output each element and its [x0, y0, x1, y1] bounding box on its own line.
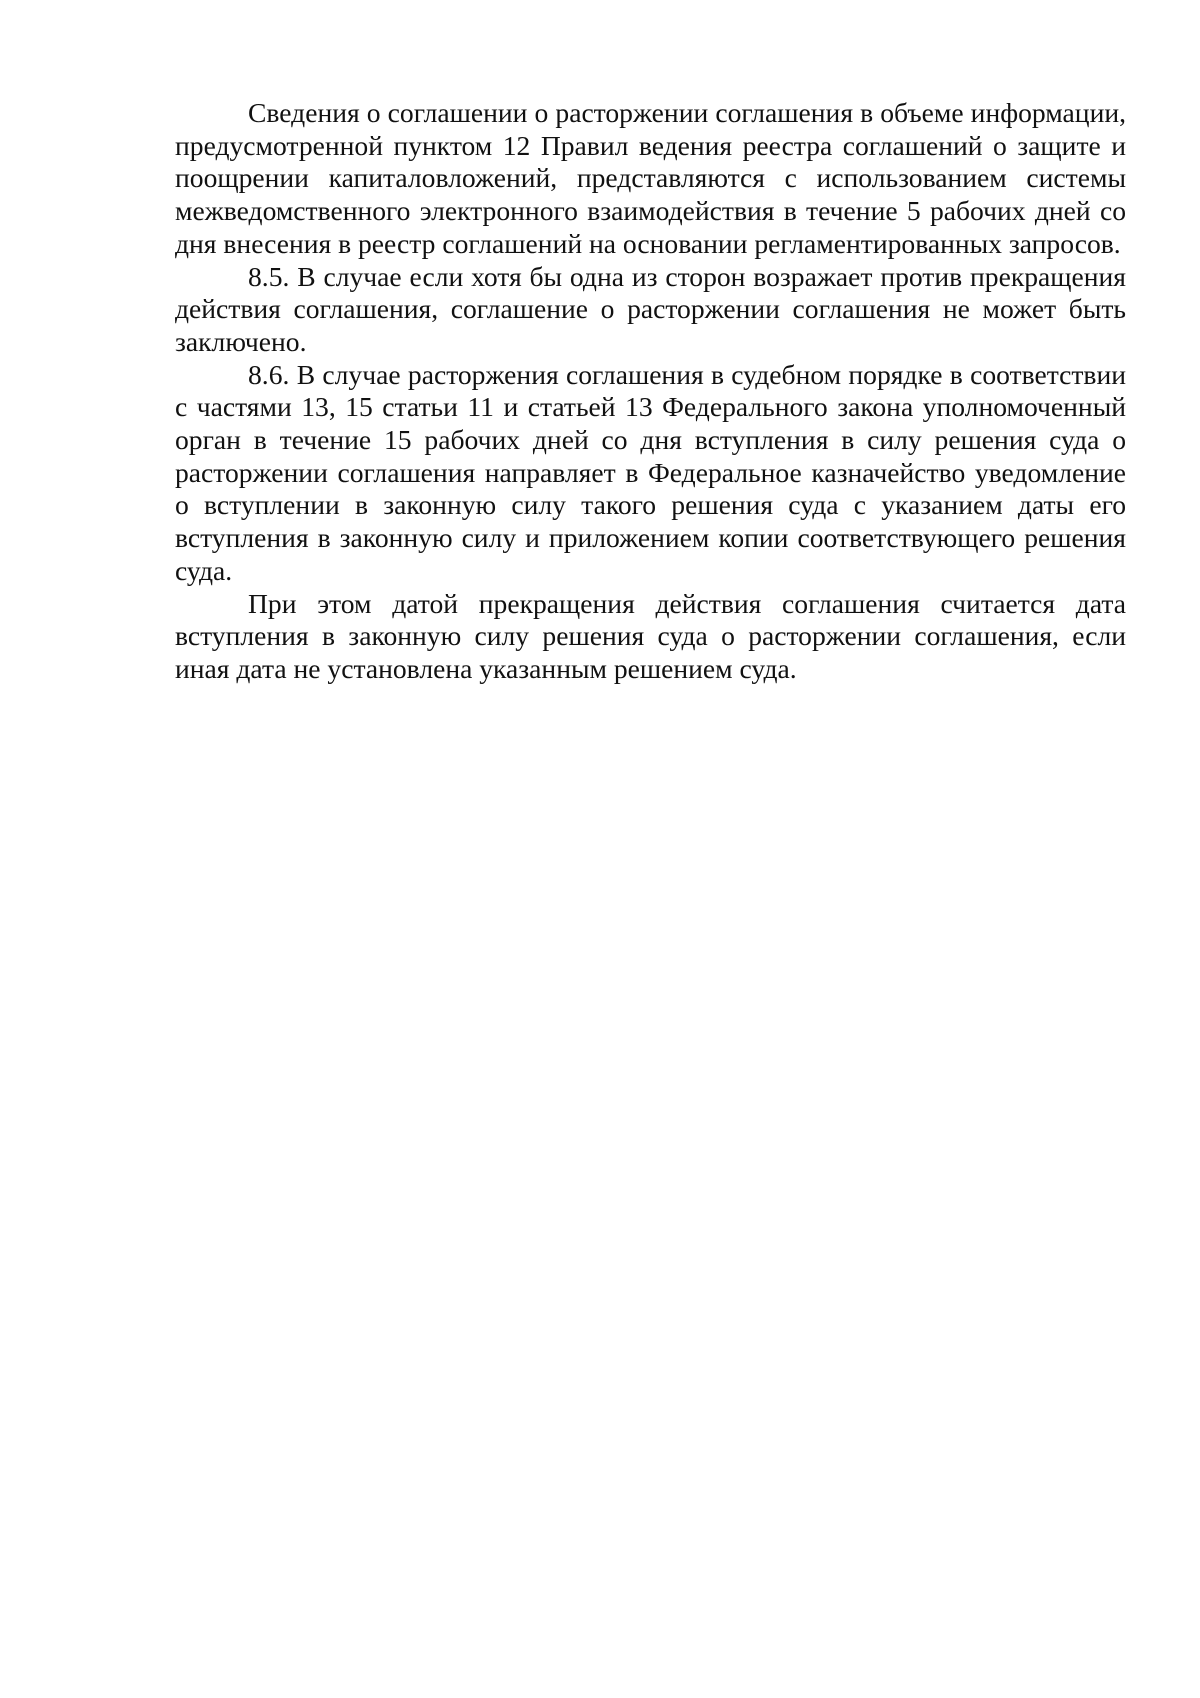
paragraph-registry-info: Сведения о соглашении о расторжении соглашения в объеме информации, предусмотренной пунктом 12 Правил ведения реестра соглашений о защите и поощрении капиталовложений, представляются с использованием системы межведомственного электронного взаимодействия в течение 5 рабочих дней со дня внесения в реестр соглашений на основании регламентированных запросов. [175, 97, 1126, 259]
document-body [175, 97, 1126, 686]
paragraph-termination-date: При этом датой прекращения действия соглашения считается дата вступления в законную силу решения суда о расторжении соглашения, если иная дата не установлена указанным решением суда. [175, 587, 1126, 684]
paragraph-8-5: 8.5. В случае если хотя бы одна из сторон возражает против прекращения действия соглашения, соглашение о расторжении соглашения не может быть заключено. [175, 260, 1126, 357]
paragraph-8-6: 8.6. В случае расторжения соглашения в судебном порядке в соответствии с частями 13, 15 статьи 11 и статьей 13 Федерального закона уполномоченный орган в течение 15 рабочих дней со дня вступления в силу решения суда о расторжении соглашения направляет в Федеральное казначейство уведомление о вступлении в законную силу такого решения суда с указанием даты его вступления в законную силу и приложением копии соответствующего решения суда. [175, 358, 1126, 586]
